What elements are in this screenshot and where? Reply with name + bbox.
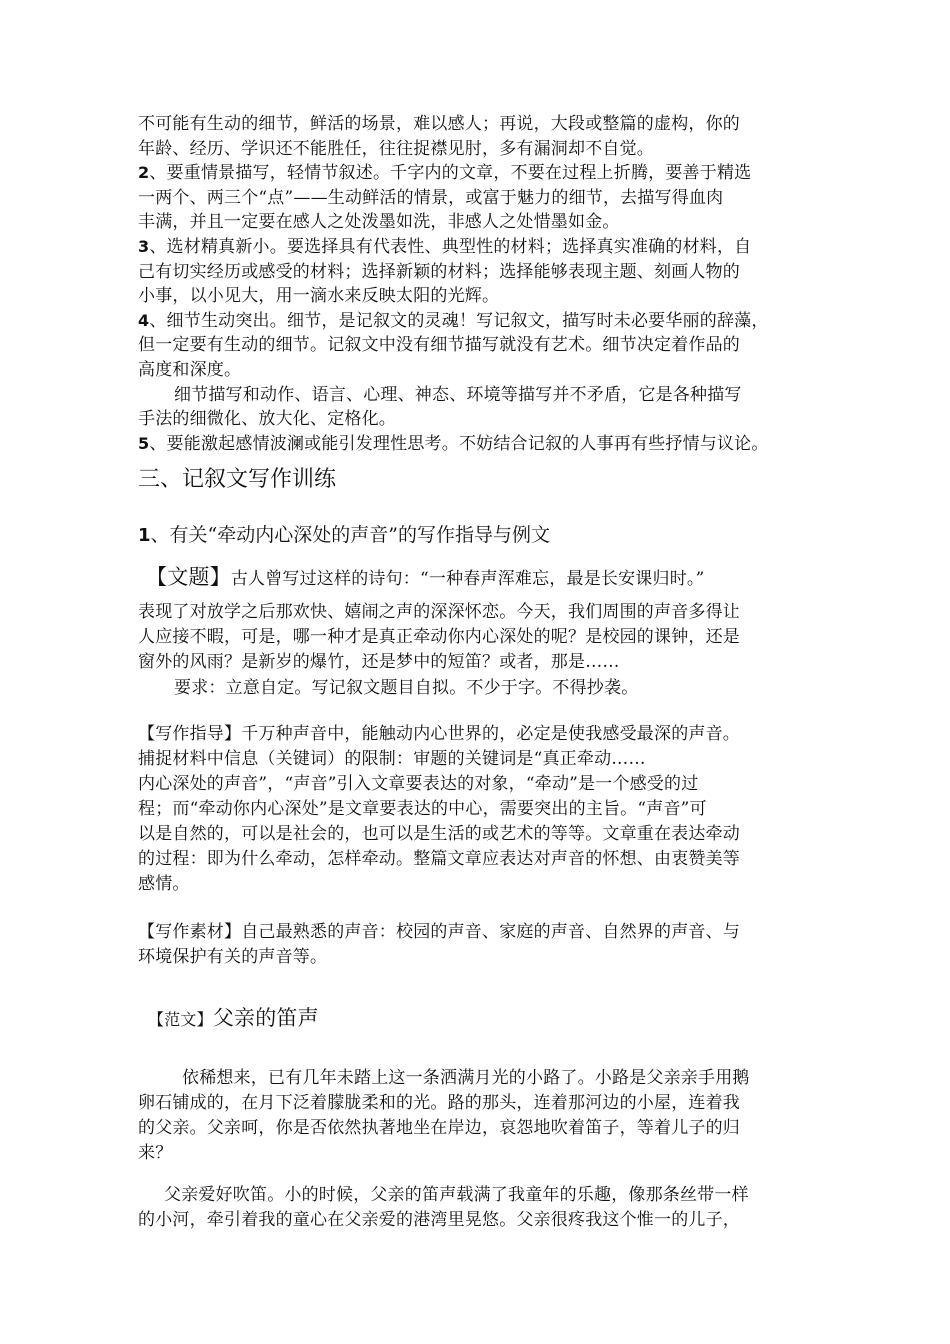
point-5-line bbox=[138, 433, 769, 455]
requirement-line: 要求：立意自定。写记叙文题目自拟。不少于字。不得抄袭。 bbox=[174, 678, 639, 698]
text-fragment: 、要能激起感情波澜或能引发理性思考。不妨结合记叙的人事再有些抒情与议论。 bbox=[149, 434, 769, 454]
point-number: 2 bbox=[138, 163, 150, 182]
text-line: 但一定要有生动的细节。记叙文中没有细节描写就没有艺术。细节决定着作品的 bbox=[138, 335, 740, 355]
text-line: 内心深处的声音”，“声音”引入文章要表达的对象，“牵动”是一个感受的过 bbox=[138, 774, 699, 794]
topic-first-line bbox=[146, 566, 705, 590]
text-line: 高度和深度。 bbox=[138, 360, 242, 380]
text-line: 手法的细微化、放大化、定格化。 bbox=[138, 409, 396, 429]
text-line: 不可能有生动的细节，鲜活的场景，难以感人；再说，大段或整篇的虚构，你的 bbox=[138, 114, 740, 134]
text-line: 来？ bbox=[138, 1143, 173, 1163]
essay-title: 父亲的笛声 bbox=[212, 1006, 319, 1030]
essay-tag: 【范文】 bbox=[148, 1010, 213, 1029]
text-line: 年龄、经历、学识还不能胜任，往往捉襟见肘，多有漏洞却不自觉。 bbox=[138, 139, 654, 159]
text-line: 卵石铺成的，在月下泛着朦胧柔和的光。路的那头，连着那河边的小屋，连着我 bbox=[138, 1093, 740, 1113]
section-heading: 三、记叙文写作训练 bbox=[138, 467, 337, 492]
text-fragment: 、要重情景描写，轻情节叙述。千字内的文章，不要在过程上折腾，要善于精选 bbox=[149, 163, 752, 183]
essay-heading bbox=[148, 1007, 319, 1031]
topic-text: 古人曾写过这样的诗句：“一种春声浑难忘，最是长安课归时。” bbox=[230, 569, 705, 589]
sub-heading bbox=[138, 522, 550, 549]
text-line: 【写作指导】千万种声音中，能触动内心世界的，必定是使我感受最深的声音。 bbox=[138, 724, 740, 744]
text-line: 以是自然的，可以是社会的，也可以是生活的或艺术的等等。文章重在表达牵动 bbox=[138, 824, 740, 844]
text-fragment: 、选材精真新小。要选择具有代表性、典型性的材料；选择真实准确的材料，自 bbox=[149, 237, 752, 257]
text-line: 丰满，并且一定要在感人之处泼墨如洗，非感人之处惜墨如金。 bbox=[138, 212, 620, 232]
text-line: 程；而“牵动你内心深处”是文章要表达的中心，需要突出的主旨。“声音”可 bbox=[138, 799, 707, 819]
point-2-line bbox=[138, 162, 751, 184]
sub-heading-number: 1 bbox=[138, 525, 151, 546]
text-line: 己有切实经历或感受的材料；选择新颖的材料；选择能够表现主题、刻画人物的 bbox=[138, 262, 740, 282]
text-fragment: 、细节生动突出。细节，是记叙文的灵魂！写记叙文，描写时未必要华丽的辞藻， bbox=[149, 311, 769, 331]
text-line: 父亲爱好吹笛。小的时候，父亲的笛声载满了我童年的乐趣，像那条丝带一样 bbox=[164, 1185, 749, 1205]
text-line: 一两个、两三个“点”——生动鲜活的情景，或富于魅力的细节，去描写得血肉 bbox=[138, 188, 724, 208]
text-line: 环境保护有关的声音等。 bbox=[138, 947, 328, 967]
sub-heading-text: 、有关“牵动内心深处的声音”的写作指导与例文 bbox=[150, 524, 550, 546]
text-line: 依稀想来，已有几年未踏上这一条洒满月光的小路了。小路是父亲亲手用鹅 bbox=[182, 1068, 750, 1088]
text-line: 细节描写和动作、语言、心理、神态、环境等描写并不矛盾，它是各种描写 bbox=[174, 385, 742, 405]
text-line: 捕捉材料中信息（关键词）的限制：审题的关键词是“真正牵动…… bbox=[138, 749, 646, 769]
text-line: 感情。 bbox=[138, 874, 190, 894]
text-line: 的父亲。父亲呵，你是否依然执著地坐在岸边，哀怨地吹着笛子，等着儿子的归 bbox=[138, 1118, 740, 1138]
text-line: 人应接不暇，可是，哪一种才是真正牵动你内心深处的呢？是校园的课钟，还是 bbox=[138, 627, 740, 647]
point-number: 5 bbox=[138, 434, 150, 453]
topic-tag: 【文题】 bbox=[146, 565, 231, 589]
point-number: 4 bbox=[138, 311, 150, 330]
point-number: 3 bbox=[138, 237, 150, 256]
text-line: 窗外的风雨？是新岁的爆竹，还是梦中的短笛？或者，那是…… bbox=[138, 652, 620, 672]
text-line: 的小河，牵引着我的童心在父亲爱的港湾里晃悠。父亲很疼我这个惟一的儿子， bbox=[138, 1210, 740, 1230]
text-line: 小事，以小见大，用一滴水来反映太阳的光辉。 bbox=[138, 286, 500, 306]
text-line: 【写作素材】自己最熟悉的声音：校园的声音、家庭的声音、自然界的声音、与 bbox=[138, 922, 740, 942]
text-line: 的过程：即为什么牵动，怎样牵动。整篇文章应表达对声音的怀想、由衷赞美等 bbox=[138, 849, 740, 869]
point-4-line bbox=[138, 310, 769, 332]
text-line: 表现了对放学之后那欢快、嬉闹之声的深深怀恋。今天，我们周围的声音多得让 bbox=[138, 602, 740, 622]
point-3-line bbox=[138, 236, 751, 258]
